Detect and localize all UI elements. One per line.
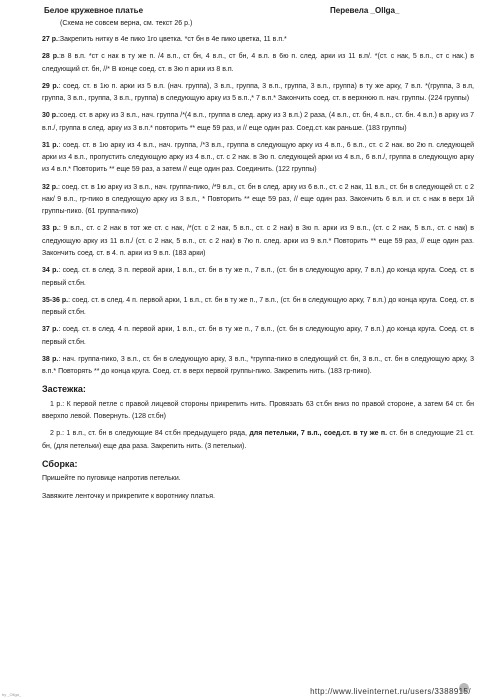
row-label: 29 р. xyxy=(42,82,59,90)
pattern-instructions xyxy=(42,34,474,508)
row-label: 33 р. xyxy=(42,225,59,233)
row-label: 38 р. xyxy=(42,355,59,363)
document-title: Белое кружевное платье xyxy=(44,6,144,15)
row-text: : соед. ст. в след. 3 п. первой арки, 1 в.п., ст. бн в ту же п., 7 в.п., (ст. бн в следующую арку, 7 в.п.) до конца круга. Соед. ст. в первый ст.бн. xyxy=(42,267,474,287)
row-label: 30 р. xyxy=(42,112,59,120)
row-text: : 9 в.п., ст. с 2 нак в тот же ст. с нак, /*(ст. с 2 нак, 5 в.п., ст. с 2 нак) в 3ю п. арки из 9 в.п., (ст. с 2 нак, 5 в.п., ст. с нак) в следующую арку из 11 в.п./ (ст. с 2 нак, 5 в.п., ст. с 2 нак) в 7ю п. след. арки из 9 в.п.* Повторить ** еще 59 раз, // еще один раз. Закончить соед. ст. в 4. п. арки из 9 в.п. (183 арки) xyxy=(42,225,474,258)
fastener-row-2-end: ст. бн в следующие 21 ст. бн, (для петельки) еще два раза. Закрепить нить. (3 петельки). xyxy=(42,430,475,450)
row-33 xyxy=(42,223,474,260)
row-text: : нач. группа-пико, 3 в.п., ст. бн в следующую арку, 3 в.п., *группа-пико в следующий ст. бн, 3 в.п., ст. бн в следующую арку, 3 в.п.* Повторять ** до конца круга. Соед. ст. в верх первой группы-пико. Закрепить нить. (183 гр-пико). xyxy=(42,355,474,376)
row-30 xyxy=(42,110,474,135)
row-label: 35-36 р. xyxy=(42,296,69,304)
row-label: 28 р. xyxy=(42,53,59,61)
row-text: :в 8 в.п. *ст с нак в ту же п. /4 в.п., ст бн, 4 в.п., ст бн, 4 в.п. в 6ю п. след. арки из 11 в.п/. *(ст. с нак, 5 в.п., ст с нак.) в следующий ст. бн, //* В конце соед. ст. в 3ю п арки из 8 в.п. xyxy=(42,53,474,73)
row-label: 34 р. xyxy=(42,267,59,275)
row-text: :соед. ст. в арку из 3 в.п., нач. группа /*(4 в.п., группа в след. арку из 3 в.п.) 2 раза, (4 в.п., ст. бн, 4 в.п., ст. бн. 4 в.п.) в арку из 7 в.п./, группа в след. арку из 3 в.п.* повторить ** еще 59 раз, и // еще один раз. Соед.ст. как раньше. (183 группы) xyxy=(42,112,475,132)
row-29 xyxy=(42,81,474,106)
row-label: 27 р. xyxy=(42,36,58,43)
assembly-step-2: Завяжите ленточку и прикрепите к воротнику платья. xyxy=(42,492,215,500)
row-text: : соед. ст. в след. 4 п. первой арки, 1 в.п., ст. бн в ту же п., 7 в.п., (ст. бн в следующую арку, 7 в.п.) до конца круга. Соед. ст. в первый ст.бн. xyxy=(42,296,474,317)
row-35-36 xyxy=(42,295,474,320)
row-28 xyxy=(42,51,474,76)
row-38 xyxy=(42,354,474,379)
row-27 xyxy=(42,34,474,46)
row-text: : соед. ст. в 1ю п. арки из 5 в.п. (нач. группа), 3 в.п., группа, 3 в.п., группа, 3 в.п., группа) в ту же арку, 7 в.п. *(группа, 3 в.п, группа, 3 в.п., группа, 3 в.п., группа) в следующую арку из 5 в.п.,* 7 в.п.* Закончить соед. ст. в верхнюю п. нач. группы. (224 группы) xyxy=(42,82,474,102)
row-label: 31 р. xyxy=(42,141,59,149)
row-37 xyxy=(42,324,474,349)
row-text: : соед. ст. в 1ю арку из 3 в.п., нач. группа-пико, /*9 в.п., ст. бн в след. арку из 6 в.п., ст. с 2 нак, 11 в.п., ст. бн в следующей ст. с 2 нак/ 9 в.п., гр-пико в следующую арку из 3 в.п., * Повторить ** еще 59 раз, // еще один раз. Закончить 6 в.п. и ст. с нак в верх 1й группы-пико. (61 группа-пико) xyxy=(42,183,474,216)
row-text: : соед. ст. в след. 4 п. первой арки, 1 в.п., ст. бн в ту же п., 7 в.п., (ст. бн в следующую арку, 7 в.п.) до конца круга. Соед. ст. в первый ст.бн. xyxy=(42,326,474,346)
translator-credit: Перевела _Ollga_ xyxy=(330,6,400,15)
row-text: : соед. ст. в 1ю арку из 4 в.п., нач. группа, /*3 в.п., группа в следующую арку из 4 в.п., 6 в.п., ст. с 2 нак. во 2ю п. следующей арки из 4 в.п., пропустить следующую арку из 4 в.п., ст. с 2 нак. в 3ю п. следующей арки из 4 в.п., 6 в.п./, группа в следующую арку из 4 в.п.* Повторить ** еще 59 раз, а затем // еще один раз. Соединить. (122 группы) xyxy=(42,141,475,174)
fastener-row-1: 1 р.: К первой петле с правой лицевой стороны прикрепить нить. Провязать 63 ст.бн вниз по правой стороне, а затем 64 ст. бн вверхпо левой. Повернуть. (128 ст.бн) xyxy=(42,400,474,421)
row-text: :Закрепить нитку в 4е пико 1го цветка. *ст бн в 4е пико цветка, 11 в.п.* xyxy=(57,36,287,43)
assembly-step-1: Пришейте по пуговице напротив петельки. xyxy=(42,475,181,483)
source-url[interactable]: http://www.liveinternet.ru/users/3388915/ xyxy=(310,687,471,696)
row-34 xyxy=(42,265,474,290)
footer-signature: by _Ollga_ xyxy=(2,692,22,697)
fastener-heading: Застежка: xyxy=(42,384,86,395)
fastener-row-2-bold: для петельки, 7 в.п., соед.ст. в ту же п. xyxy=(249,430,388,438)
row-label: 32 р. xyxy=(42,183,58,191)
assembly-heading: Сборка: xyxy=(42,458,78,469)
fastener-row-2 xyxy=(42,428,474,453)
scheme-note: (Схема не совсем верна, см. текст 26 р.) xyxy=(60,20,193,27)
row-label: 37 р. xyxy=(42,326,59,334)
row-31 xyxy=(42,140,474,177)
fastener-row-2-start: 2 р.: 1 в.п., ст. бн в следующие 84 ст.бн предыдущего ряда, xyxy=(50,430,250,438)
row-32 xyxy=(42,182,474,219)
